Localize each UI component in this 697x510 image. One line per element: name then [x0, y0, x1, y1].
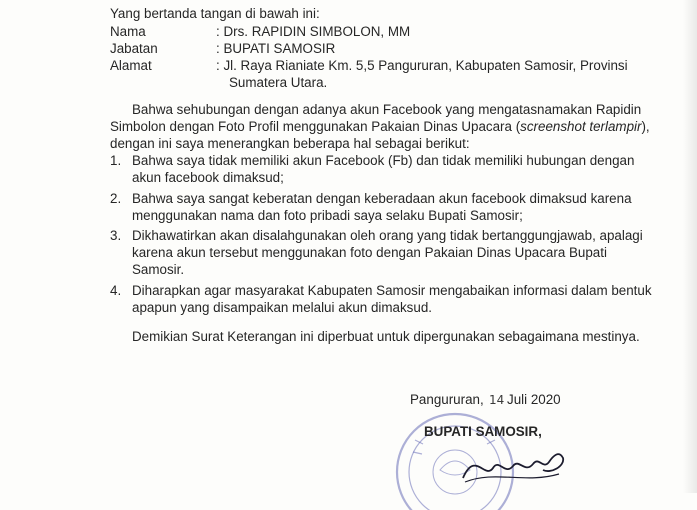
item-3-line-2: karena akun tersebut menggunakan foto dengan Pakaian Dinas Upacara Bupati: [132, 245, 607, 260]
signatory-title: BUPATI SAMOSIR,: [424, 424, 542, 439]
field-label-jabatan: Jabatan: [110, 41, 158, 56]
item-1-number: 1.: [110, 153, 122, 168]
field-value-alamat: : Jl. Raya Rianiate Km. 5,5 Pangururan, Kabupaten Samosir, Provinsi: [216, 58, 628, 73]
item-3-line-3: Samosir.: [132, 262, 185, 277]
place-text: Pangururan,: [410, 392, 484, 407]
field-label-nama: Nama: [110, 24, 146, 39]
date-month-year: Juli 2020: [507, 392, 561, 407]
item-3-line-1: Dikhawatirkan akan disalahgunakan oleh orang yang tidak bertanggungjawab, apalagi: [132, 228, 643, 243]
item-4-number: 4.: [110, 283, 122, 298]
item-3-number: 3.: [110, 228, 122, 243]
item-2-line-1: Bahwa saya sangat keberatan dengan keberadaan akun facebook dimaksud karena: [132, 191, 632, 206]
field-label-alamat: Alamat: [110, 58, 152, 73]
opening-line-2-a: Simbolon dengan Foto Profil menggunakan Pakaian Dinas Upacara (: [110, 119, 521, 134]
opening-line-2-b: ),: [641, 119, 650, 134]
page-edge-shadow: [683, 0, 697, 493]
signature-icon: [455, 440, 575, 490]
item-4-line-1: Diharapkan agar masyarakat Kabupaten Samosir mengabaikan informasi dalam bentuk: [132, 283, 652, 298]
handwritten-day: 14: [489, 393, 505, 407]
field-value-alamat-cont: Sumatera Utara.: [229, 75, 328, 90]
opening-line-2: [110, 119, 650, 135]
intro-text: Yang bertanda tangan di bawah ini:: [110, 6, 320, 21]
opening-line-3: dengan ini saya menerangkan beberapa hal sebagai berikut:: [110, 136, 470, 151]
field-value-nama: : Drs. RAPIDIN SIMBOLON, MM: [216, 24, 411, 39]
item-1-line-2: akun facebook dimaksud;: [132, 170, 284, 185]
opening-line-1: Bahwa sehubungan dengan adanya akun Facebook yang mengatasnamakan Rapidin: [132, 102, 642, 117]
opening-line-2-em: screenshot terlampir: [520, 119, 642, 134]
item-4-line-2: apapun yang disampaikan melalui akun dimaksud.: [132, 300, 432, 315]
closing-text: Demikian Surat Keterangan ini diperbuat untuk dipergunakan sebagaimana mestinya.: [132, 329, 640, 344]
item-1-line-1: Bahwa saya tidak memiliki akun Facebook (Fb) dan tidak memiliki hubungan dengan: [132, 153, 635, 168]
field-value-jabatan: : BUPATI SAMOSIR: [216, 41, 336, 56]
item-2-number: 2.: [110, 191, 122, 206]
item-2-line-2: menggunakan nama dan foto pribadi saya selaku Bupati Samosir;: [132, 208, 523, 223]
